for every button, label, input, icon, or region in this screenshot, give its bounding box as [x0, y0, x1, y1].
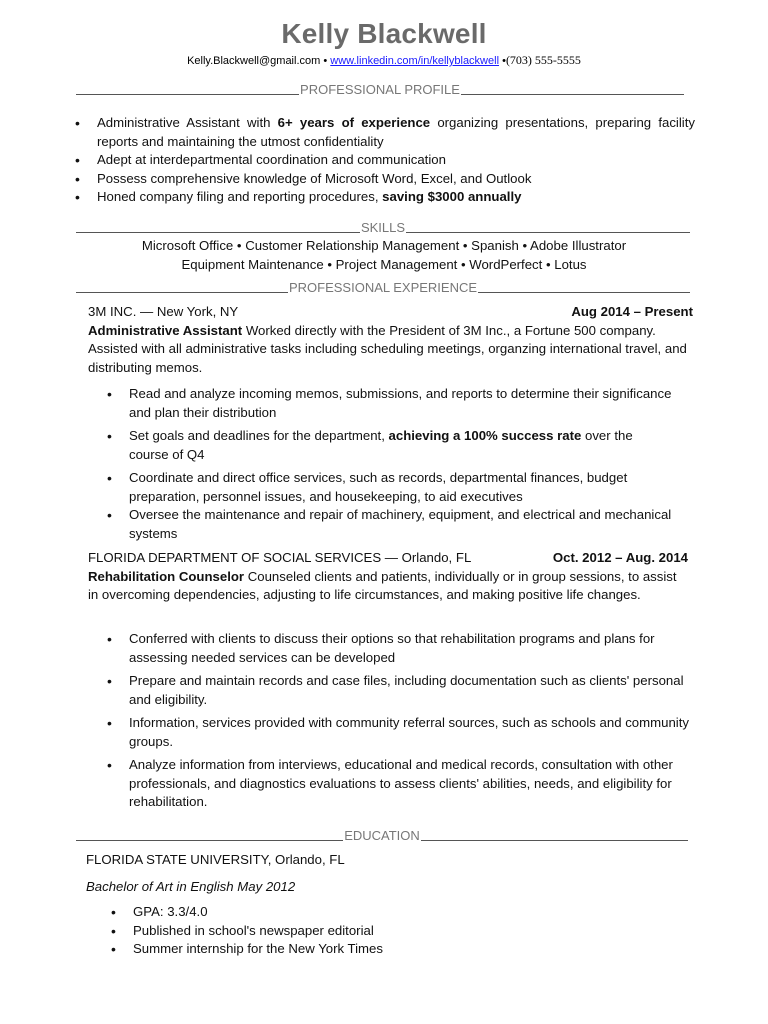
education-entry — [86, 851, 686, 896]
education-bullets — [133, 903, 693, 959]
contact-separator: • — [502, 55, 506, 67]
section-title-skills: SKILLS — [360, 220, 406, 235]
list-item: • Honed company filing and reporting procedures, saving $3000 annually — [97, 188, 695, 207]
skills-line: Microsoft Office • Customer Relationship Management • Spanish • Adobe Illustrator — [141, 238, 627, 253]
section-title-education: EDUCATION — [344, 828, 420, 843]
job-title: Administrative Assistant — [88, 322, 243, 338]
list-item: • Conferred with clients to discuss their options so that rehabilitation programs and plans for assessing needed services can be developed — [129, 630, 689, 667]
contact-line — [0, 53, 768, 68]
list-item: • Possess comprehensive knowledge of Microsoft Word, Excel, and Outlook — [97, 170, 695, 189]
job-summary: Administrative Assistant Worked directly with the President of 3M Inc., a Fortune 500 company. Assisted with all administrative tasks including scheduling meetings, organzing international travel, and distributing memos. — [88, 322, 687, 375]
profile-section — [97, 114, 695, 207]
job-title: Rehabilitation Counselor — [88, 568, 245, 584]
list-item: • Coordinate and direct office services, such as records, departmental finances, budget preparation, personnel issues, and housekeeping, to aid executives — [129, 469, 674, 506]
employer-location: FLORIDA DEPARTMENT OF SOCIAL SERVICES — Orlando, FL — [88, 550, 472, 565]
job-dates: Oct. 2012 – Aug. 2014 — [552, 550, 688, 565]
list-item: • Oversee the maintenance and repair of machinery, equipment, and electrical and mechanical systems — [129, 506, 674, 543]
section-divider-profile — [76, 82, 684, 98]
phone-text: (703) 555-5555 — [505, 53, 581, 67]
list-item: • Prepare and maintain records and case files, including documentation such as clients' personal and eligibility. — [129, 672, 689, 709]
list-item: • Summer internship for the New York Times — [133, 940, 693, 959]
job-summary: Rehabilitation Counselor Counseled clients and patients, individually or in group sessions, to assist in overcoming dependencies, adjusting to life circumstances, and making positive life changes. — [88, 568, 677, 602]
list-item: • Information, services provided with community referral sources, such as schools and community groups. — [129, 714, 689, 751]
degree-text: Bachelor of Art in English May 2012 — [86, 878, 296, 894]
list-item: • Adept at interdepartmental coordination and communication — [97, 151, 695, 170]
employer-location: 3M INC. — New York, NY — [88, 304, 239, 319]
list-item: • GPA: 3.3/4.0 — [133, 903, 693, 922]
list-item: • Analyze information from interviews, educational and medical records, consultation with other professionals, and diagnostics evaluations to assess clients' abilities, needs, and eligibility for rehabilitation. — [129, 756, 689, 812]
candidate-name: Kelly Blackwell — [281, 18, 487, 49]
list-item: • Published in school's newspaper editorial — [133, 922, 693, 941]
list-item: • Administrative Assistant with 6+ years of experience organizing presentations, preparing facility reports and maintaining the utmost confidentiality — [97, 114, 695, 151]
section-divider-experience — [76, 280, 690, 296]
section-title-experience: PROFESSIONAL EXPERIENCE — [288, 280, 478, 295]
contact-separator: • — [323, 55, 328, 67]
section-divider-skills — [76, 220, 690, 236]
list-item: • Set goals and deadlines for the department, achieving a 100% success rate over the course of Q4 — [129, 427, 674, 464]
job-bullets — [129, 385, 674, 548]
job-dates: Aug 2014 – Present — [571, 304, 693, 319]
list-item: • Read and analyze incoming memos, submissions, and reports to determine their significance and plan their distribution — [129, 385, 674, 422]
job-entry — [88, 303, 693, 377]
job-entry — [88, 549, 688, 605]
school-name: FLORIDA STATE UNIVERSITY, Orlando, FL — [86, 852, 345, 867]
skills-line: Equipment Maintenance • Project Management • WordPerfect • Lotus — [181, 256, 587, 272]
linkedin-link[interactable]: www.linkedin.com/in/kellyblackwell — [330, 55, 500, 67]
section-title-profile: PROFESSIONAL PROFILE — [300, 82, 460, 97]
job-bullets — [129, 630, 689, 817]
section-divider-education — [76, 828, 688, 844]
email-text: Kelly.Blackwell@gmail.com — [187, 55, 321, 67]
skills-list — [70, 237, 698, 274]
